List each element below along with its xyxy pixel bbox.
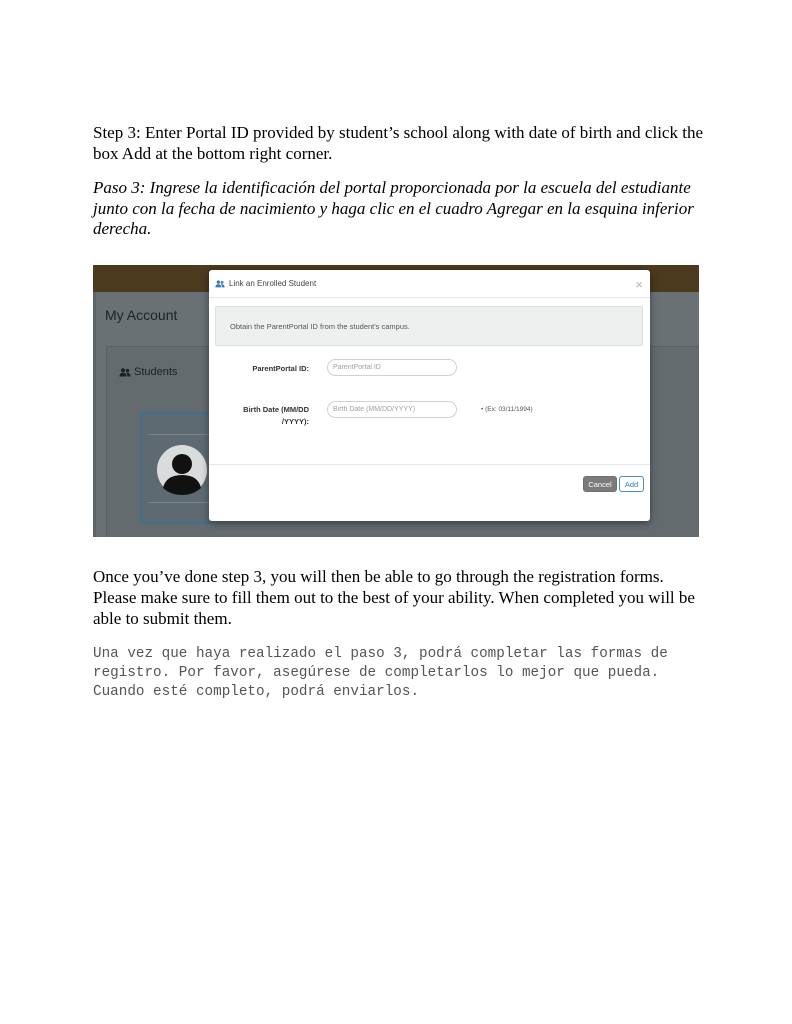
birth-date-label-line1: Birth Date (MM/DD: [243, 405, 309, 414]
add-button[interactable]: Add: [619, 476, 644, 492]
students-heading: [119, 366, 177, 378]
close-icon[interactable]: ×: [635, 277, 643, 292]
after-spanish-text: Una vez que haya realizado el paso 3, podrá completar las formas de registro. Por favor, asegúrese de completarlos lo mejor que pueda. Cuando esté completo, podrá enviarlos.: [93, 646, 668, 700]
users-icon: [119, 368, 131, 377]
modal-header: [215, 279, 316, 288]
avatar-icon: [156, 444, 208, 496]
after-english-text: Once you’ve done step 3, you will then be able to go through the registration forms. Please make sure to fill them out to the best of your ability. When completed you will be able to submit them.: [93, 567, 695, 628]
step3-spanish-prefix: Paso 3: [93, 178, 140, 197]
step3-spanish-text: [93, 178, 703, 240]
birth-date-label: [219, 404, 309, 428]
birth-date-label-line2: /YYYY):: [281, 417, 309, 426]
student-card[interactable]: [140, 412, 214, 524]
users-icon: [215, 280, 225, 288]
portal-screenshot: [93, 265, 699, 537]
step3-english-text: Step 3: Enter Portal ID provided by student’s school along with date of birth and click the box Add at the bottom right corner.: [93, 123, 703, 163]
my-account-title: My Account: [105, 307, 178, 323]
birth-date-input[interactable]: [327, 401, 457, 418]
modal-title: Link an Enrolled Student: [229, 279, 317, 288]
portal-id-input[interactable]: [327, 359, 457, 376]
step3-spanish-body: : Ingrese la identificación del portal proporcionada por la escuela del estudiante junto con la fecha de nacimiento y haga clic en el cuadro Agregar en la esquina inferior derecha.: [93, 178, 694, 238]
info-message: Obtain the ParentPortal ID from the student's campus.: [215, 306, 643, 346]
portal-id-label: ParentPortal ID:: [252, 364, 309, 373]
modal-divider: [209, 297, 650, 298]
students-label: Students: [134, 366, 178, 378]
cancel-button[interactable]: Cancel: [583, 476, 617, 492]
link-student-modal: [209, 270, 650, 521]
birth-date-hint: • (Ex: 03/11/1994): [481, 406, 533, 413]
modal-divider: [209, 464, 650, 465]
